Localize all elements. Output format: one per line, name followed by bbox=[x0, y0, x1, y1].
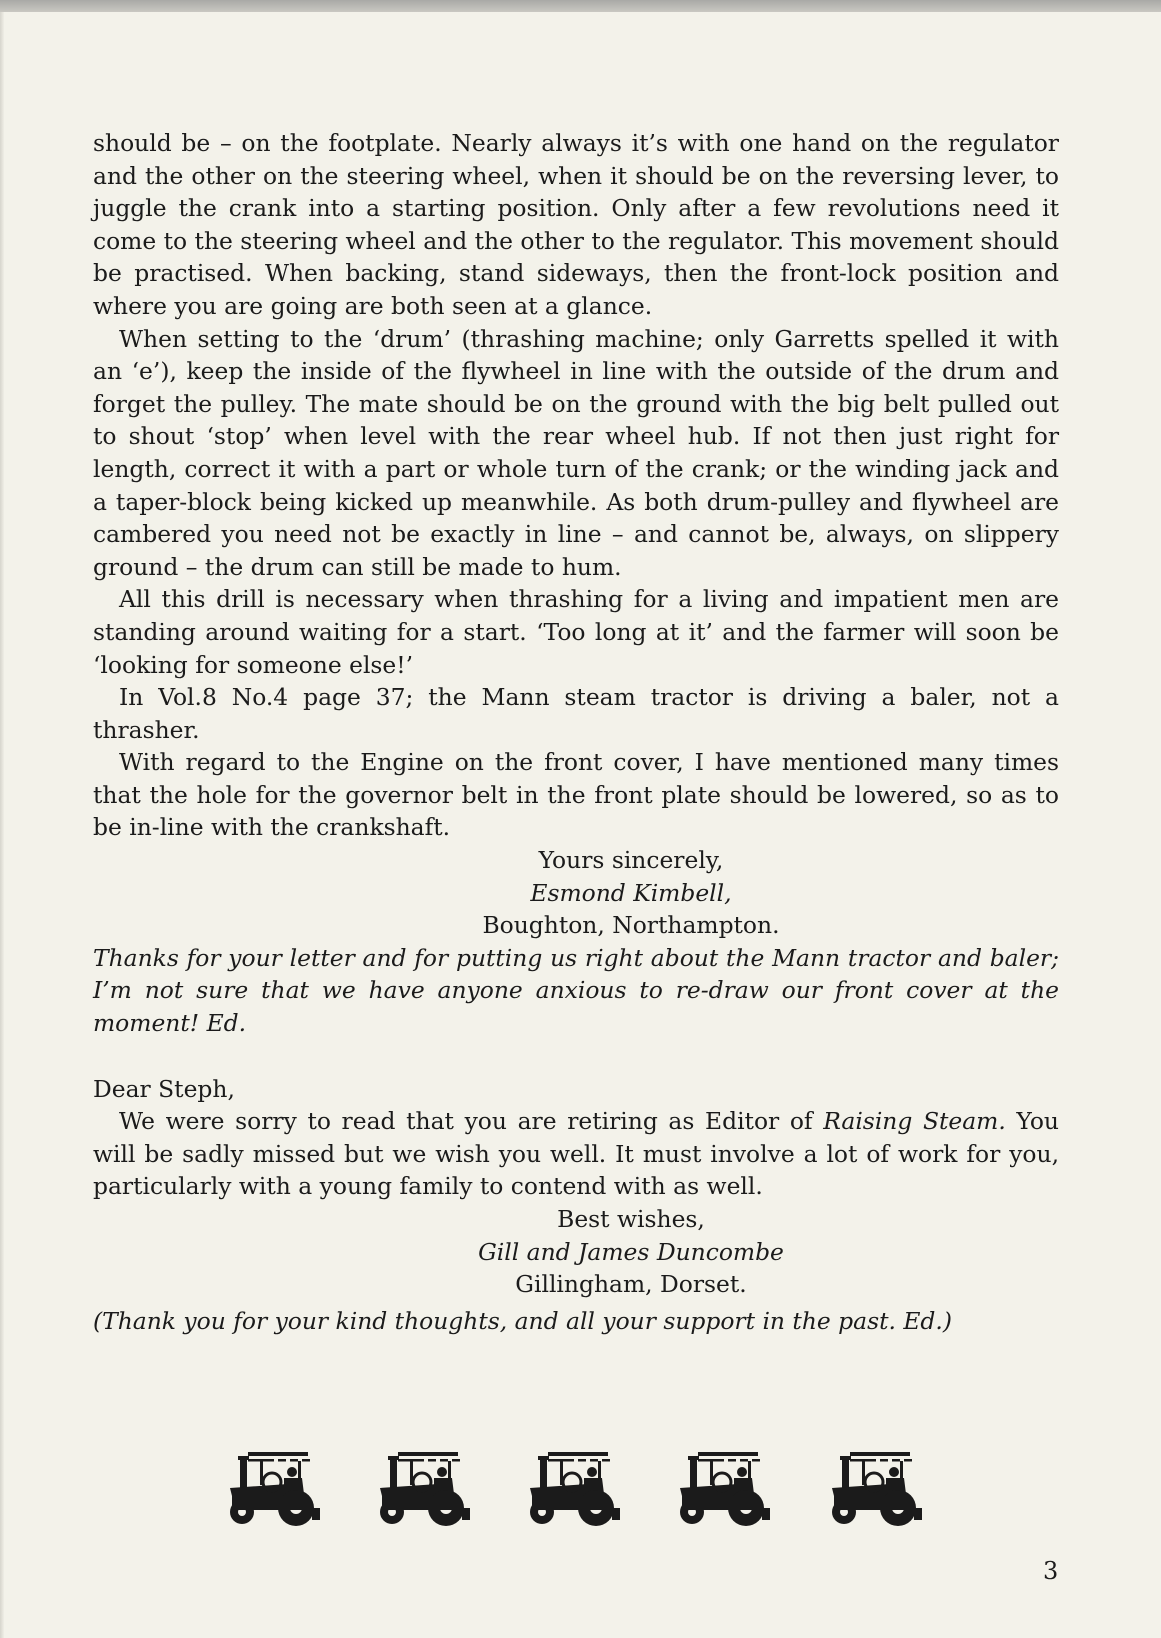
letter2-body-end: You will be sadly missed but we wish you well. It must involve a lot of work for you, particularly with a young family to contend with as well. bbox=[93, 1107, 1059, 1201]
letter1-paragraph-5: With regard to the Engine on the front cover, I have mentioned many times that the hole for the governor belt in the front plate should be lowered, so as to be in-line with the crankshaft. bbox=[93, 748, 1059, 842]
magazine-page bbox=[93, 127, 1059, 1337]
letter1-location: Boughton, Northampton. bbox=[482, 911, 780, 940]
letter1-signature: Esmond Kimbell, bbox=[530, 878, 732, 907]
page-number: 3 bbox=[1043, 1557, 1059, 1585]
publication-title: Raising Steam. bbox=[823, 1107, 1006, 1136]
letter-separator bbox=[93, 1040, 1059, 1073]
letter1-paragraph-2: When setting to the ‘drum’ (thrashing machine; only Garretts spelled it with an ‘e’), keep the inside of the flywheel in line with the outside of the drum and forget the pulley. The mate should be on the ground with the big belt pulled out to shout ‘stop’ when level with the rear wheel hub. If not then just right for length, correct it with a part or whole turn of the crank; or the winding jack and a taper-block being kicked up meanwhile. As both drum-pulley and flywheel are cambered you need not be exactly in line – and cannot be, always, on slippery ground – the drum can still be made to hum. bbox=[93, 324, 1059, 581]
letter1-paragraph-1: should be – on the footplate. Nearly always it’s with one hand on the regulator and the other on the steering wheel, when it should be on the reversing lever, to juggle the crank into a starting position. Only after a few revolutions need it come to the steering wheel and the other to the regulator. This movement should be practised. When backing, stand sideways, then the front-lock position and where you are going are both seen at a glance. bbox=[93, 129, 1059, 320]
letter1-editor-reply: Thanks for your letter and for putting us right about the Mann tractor and baler; I’m not sure that we have anyone anxious to re-draw our front cover at the moment! Ed. bbox=[93, 943, 1059, 1038]
traction-engine-icon bbox=[526, 1448, 626, 1528]
ornament-row bbox=[0, 1448, 1161, 1538]
page-left-edge bbox=[0, 12, 4, 1638]
letter2-signature: Gill and James Duncombe bbox=[478, 1237, 784, 1266]
page-top-edge bbox=[0, 0, 1161, 12]
letter2-body-start: We were sorry to read that you are retiring as Editor of bbox=[119, 1107, 824, 1136]
letter1-paragraph-4: In Vol.8 No.4 page 37; the Mann steam tractor is driving a baler, not a thrasher. bbox=[93, 683, 1059, 744]
letter1-paragraph-3: All this drill is necessary when thrashing for a living and impatient men are standing around waiting for a start. ‘Too long at it’ and the farmer will soon be ‘looking for someone else!’ bbox=[93, 585, 1059, 679]
traction-engine-icon bbox=[226, 1448, 326, 1528]
letter2-salutation: Dear Steph, bbox=[93, 1074, 235, 1103]
letter2-closing: Best wishes, bbox=[557, 1205, 705, 1233]
letter1-closing: Yours sincerely, bbox=[538, 846, 724, 875]
letter2-editor-reply: (Thank you for your kind thoughts, and all your support in the past. Ed.) bbox=[93, 1306, 952, 1335]
traction-engine-icon bbox=[376, 1448, 476, 1528]
letter2-body bbox=[93, 1105, 1059, 1203]
traction-engine-icon bbox=[828, 1448, 928, 1528]
letter2-location: Gillingham, Dorset. bbox=[515, 1270, 747, 1299]
traction-engine-icon bbox=[676, 1448, 776, 1528]
